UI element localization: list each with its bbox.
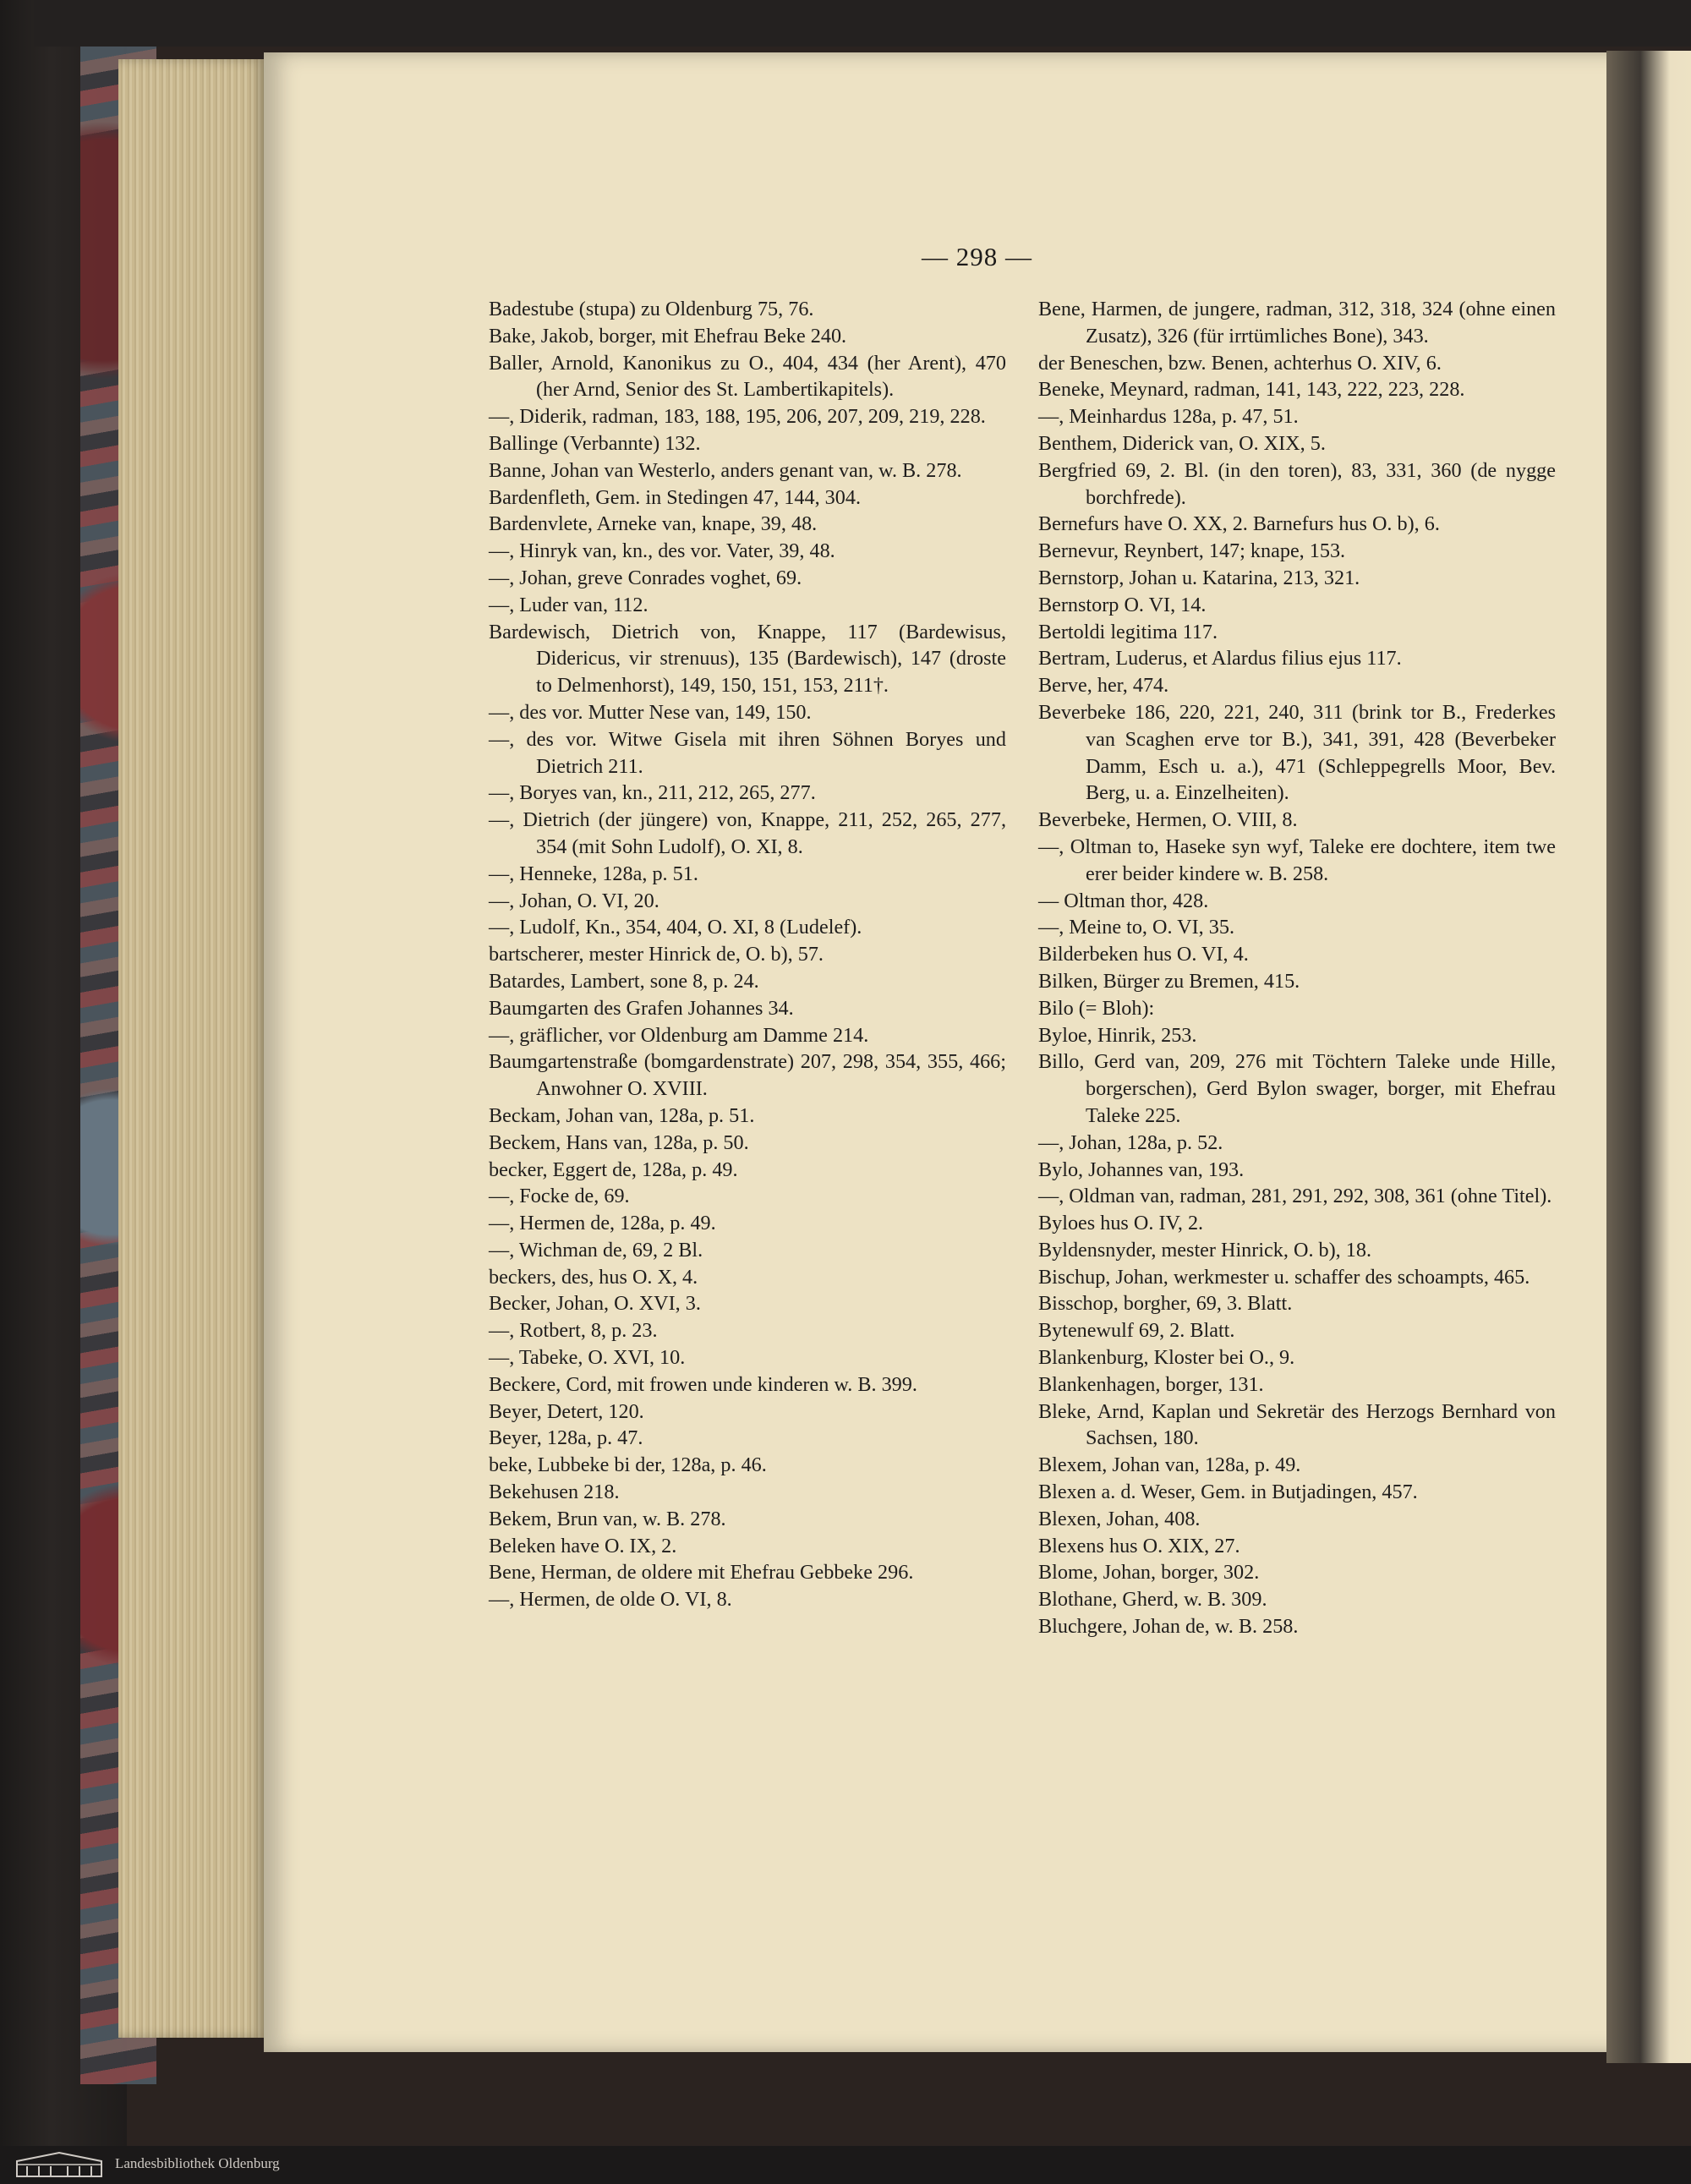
index-entry: —, Meinhardus 128a, p. 47, 51. — [1038, 405, 1299, 429]
index-entry: —, Hermen, de olde O. VI, 8. — [489, 1588, 732, 1612]
index-entry: Bekehusen 218. — [489, 1481, 620, 1504]
index-entry: Bernevur, Reynbert, 147; knape, 153. — [1038, 539, 1346, 563]
index-entry: —, Johan, greve Conrades voghet, 69. — [489, 566, 802, 589]
index-entry: —, Focke de, 69. — [489, 1185, 630, 1208]
index-entry: —, des vor. Mutter Nese van, 149, 150. — [489, 700, 812, 724]
index-entry: Beneke, Meynard, radman, 141, 143, 222, 223, 228. — [1038, 378, 1465, 402]
index-entry: —, Hermen de, 128a, p. 49. — [489, 1212, 716, 1235]
index-entry: beke, Lubbeke bi der, 128a, p. 46. — [489, 1453, 767, 1477]
index-entry: Blexens hus O. XIX, 27. — [1038, 1534, 1240, 1557]
index-entry: Benthem, Diderick van, O. XIX, 5. — [1038, 431, 1326, 455]
index-entry: Bisschop, borgher, 69, 3. Blatt. — [1038, 1292, 1293, 1316]
index-entry: Beckam, Johan van, 128a, p. 51. — [489, 1103, 755, 1127]
index-entry: Bergfried 69, 2. Bl. (in den toren), 83, 331, 360 (de nygge borchfrede). — [1038, 458, 1556, 509]
index-entry: Blexem, Johan van, 128a, p. 49. — [1038, 1453, 1301, 1477]
index-entry: Bardenfleth, Gem. in Stedingen 47, 144, 304. — [489, 485, 862, 509]
index-entry: Bardenvlete, Arneke van, knape, 39, 48. — [489, 512, 818, 536]
index-entry: Blankenhagen, borger, 131. — [1038, 1372, 1264, 1396]
index-entry: —, Oldman van, radman, 281, 291, 292, 308, 361 (ohne Titel). — [1038, 1185, 1552, 1208]
index-entry: Bertram, Luderus, et Alardus filius ejus 117. — [1038, 647, 1402, 671]
index-entry: Baumgartenstraße (bomgardenstrate) 207, 298, 354, 355, 466; Anwohner O. XVIII. — [489, 1050, 1006, 1101]
index-entry: —, Rotbert, 8, p. 23. — [489, 1319, 658, 1343]
index-entry: —, Henneke, 128a, p. 51. — [489, 862, 698, 885]
book-board — [34, 0, 1691, 47]
index-entry: Blankenburg, Kloster bei O., 9. — [1038, 1346, 1295, 1370]
index-entry: Batardes, Lambert, sone 8, p. 24. — [489, 969, 759, 993]
index-entry: Bekem, Brun van, w. B. 278. — [489, 1507, 726, 1530]
index-entry: Bylo, Johannes van, 193. — [1038, 1158, 1245, 1181]
index-entry: Byloe, Hinrik, 253. — [1038, 1023, 1197, 1047]
index-entry: Bernefurs have O. XX, 2. Barnefurs hus O. b), 6. — [1038, 512, 1440, 536]
index-entry: Bilo (= Bloh): — [1038, 996, 1155, 1020]
index-entry: —, Ludolf, Kn., 354, 404, O. XI, 8 (Ludelef). — [489, 916, 862, 939]
index-entry: Blome, Johan, borger, 302. — [1038, 1561, 1260, 1585]
index-entry: bartscherer, mester Hinrick de, O. b), 57. — [489, 943, 824, 966]
index-entry: Blexen, Johan, 408. — [1038, 1507, 1201, 1530]
index-entry: Baller, Arnold, Kanonikus zu O., 404, 434 (her Arent), 470 (her Arnd, Senior des St. Lambertikapitels). — [489, 351, 1006, 402]
index-entry: Beverbeke 186, 220, 221, 240, 311 (brink tor B., Frederkes van Scaghen erve tor B.), 341, 391, 428 (Beverbeker Damm, Esch u. a.), 471 (Schleppegrells Moor, Bev. Berg, u. a. Einzelheiten). — [1038, 700, 1556, 805]
index-entry: Bertoldi legitima 117. — [1038, 620, 1218, 643]
index-entry: Beleken have O. IX, 2. — [489, 1534, 677, 1557]
index-entry: —, des vor. Witwe Gisela mit ihren Söhnen Boryes und Dietrich 211. — [489, 727, 1006, 778]
page-gutter — [1606, 51, 1691, 2063]
index-entry: Bleke, Arnd, Kaplan und Sekretär des Herzogs Bernhard von Sachsen, 180. — [1038, 1399, 1556, 1450]
index-entry: —, Wichman de, 69, 2 Bl. — [489, 1238, 703, 1262]
index-entry: —, Johan, O. VI, 20. — [489, 889, 659, 912]
index-entry: Bischup, Johan, werkmester u. schaffer des schoampts, 465. — [1038, 1265, 1530, 1289]
library-name: Landesbibliothek Oldenburg — [115, 2155, 280, 2171]
index-entry: Bernstorp O. VI, 14. — [1038, 593, 1207, 616]
index-entry: Bake, Jakob, borger, mit Ehefrau Beke 240. — [489, 324, 847, 348]
index-entry: —, Diderik, radman, 183, 188, 195, 206, 207, 209, 219, 228. — [489, 405, 986, 429]
page-number: — 298 — — [922, 242, 1032, 271]
index-entry: Bilken, Bürger zu Bremen, 415. — [1038, 969, 1300, 993]
index-entry: Beverbeke, Hermen, O. VIII, 8. — [1038, 808, 1298, 832]
library-building-icon — [14, 2151, 105, 2178]
index-column-left — [489, 296, 1006, 1613]
index-entry: —, Dietrich (der jüngere) von, Knappe, 211, 252, 265, 277, 354 (mit Sohn Ludolf), O. XI, 8. — [489, 808, 1006, 858]
index-column-right — [1038, 296, 1556, 1640]
index-entry: —, Johan, 128a, p. 52. — [1038, 1130, 1223, 1154]
index-entry: Becker, Johan, O. XVI, 3. — [489, 1292, 701, 1316]
index-entry: Bytenewulf 69, 2. Blatt. — [1038, 1319, 1235, 1343]
index-entry: —, Boryes van, kn., 211, 212, 265, 277. — [489, 781, 816, 805]
index-entry: Badestube (stupa) zu Oldenburg 75, 76. — [489, 298, 814, 320]
index-entry: —, gräflicher, vor Oldenburg am Damme 214. — [489, 1023, 869, 1047]
index-entry: Bernstorp, Johan u. Katarina, 213, 321. — [1038, 566, 1360, 589]
index-entry: Bene, Herman, de oldere mit Ehefrau Gebbeke 296. — [489, 1561, 914, 1585]
index-entry: Byldensnyder, mester Hinrick, O. b), 18. — [1038, 1238, 1372, 1262]
index-entry: Baumgarten des Grafen Johannes 34. — [489, 996, 794, 1020]
index-entry: Blexen a. d. Weser, Gem. in Butjadingen, 457. — [1038, 1481, 1418, 1504]
index-entry: —, Meine to, O. VI, 35. — [1038, 916, 1235, 939]
index-entry: Beckem, Hans van, 128a, p. 50. — [489, 1130, 749, 1154]
index-entry: beckers, des, hus O. X, 4. — [489, 1265, 698, 1289]
index-entry: Blothane, Gherd, w. B. 309. — [1038, 1588, 1267, 1612]
index-entry: Beckere, Cord, mit frowen unde kinderen w. B. 399. — [489, 1372, 917, 1396]
index-entry: —, Hinryk van, kn., des vor. Vater, 39, 48. — [489, 539, 835, 563]
index-entry: Billo, Gerd van, 209, 276 mit Töchtern Taleke unde Hille, borgerschen), Gerd Bylon swager, borger, mit Ehefrau Taleke 225. — [1038, 1050, 1556, 1127]
page-edges — [118, 59, 266, 2038]
index-entry: Bardewisch, Dietrich von, Knappe, 117 (Bardewisus, Didericus, vir strenuus), 135 (Bardewisch), 147 (droste to Delmenhorst), 149, 150, 151, 153, 211†. — [489, 620, 1006, 698]
index-entry: Ballinge (Verbannte) 132. — [489, 431, 701, 455]
index-entry: —, Luder van, 112. — [489, 593, 648, 616]
index-entry: —, Tabeke, O. XVI, 10. — [489, 1346, 686, 1370]
index-entry: Beyer, 128a, p. 47. — [489, 1426, 643, 1450]
index-entry: Bluchgere, Johan de, w. B. 258. — [1038, 1615, 1299, 1639]
index-entry: —, Oltman to, Haseke syn wyf, Taleke ere dochtere, item twe erer beider kindere w. B. 258. — [1038, 835, 1556, 885]
index-entry: Berve, her, 474. — [1038, 674, 1169, 698]
index-entry: Byloes hus O. IV, 2. — [1038, 1212, 1204, 1235]
index-entry: der Beneschen, bzw. Benen, achterhus O. XIV, 6. — [1038, 351, 1442, 375]
index-entry: Bilderbeken hus O. VI, 4. — [1038, 943, 1249, 966]
index-entry: Beyer, Detert, 120. — [489, 1399, 644, 1423]
index-entry: becker, Eggert de, 128a, p. 49. — [489, 1158, 738, 1181]
index-entry: — Oltman thor, 428. — [1038, 889, 1209, 912]
index-entry: Bene, Harmen, de jungere, radman, 312, 318, 324 (ohne einen Zusatz), 326 (für irrtümliches Bone), 343. — [1038, 298, 1556, 348]
index-entry: Banne, Johan van Westerlo, anders genant van, w. B. 278. — [489, 458, 962, 482]
